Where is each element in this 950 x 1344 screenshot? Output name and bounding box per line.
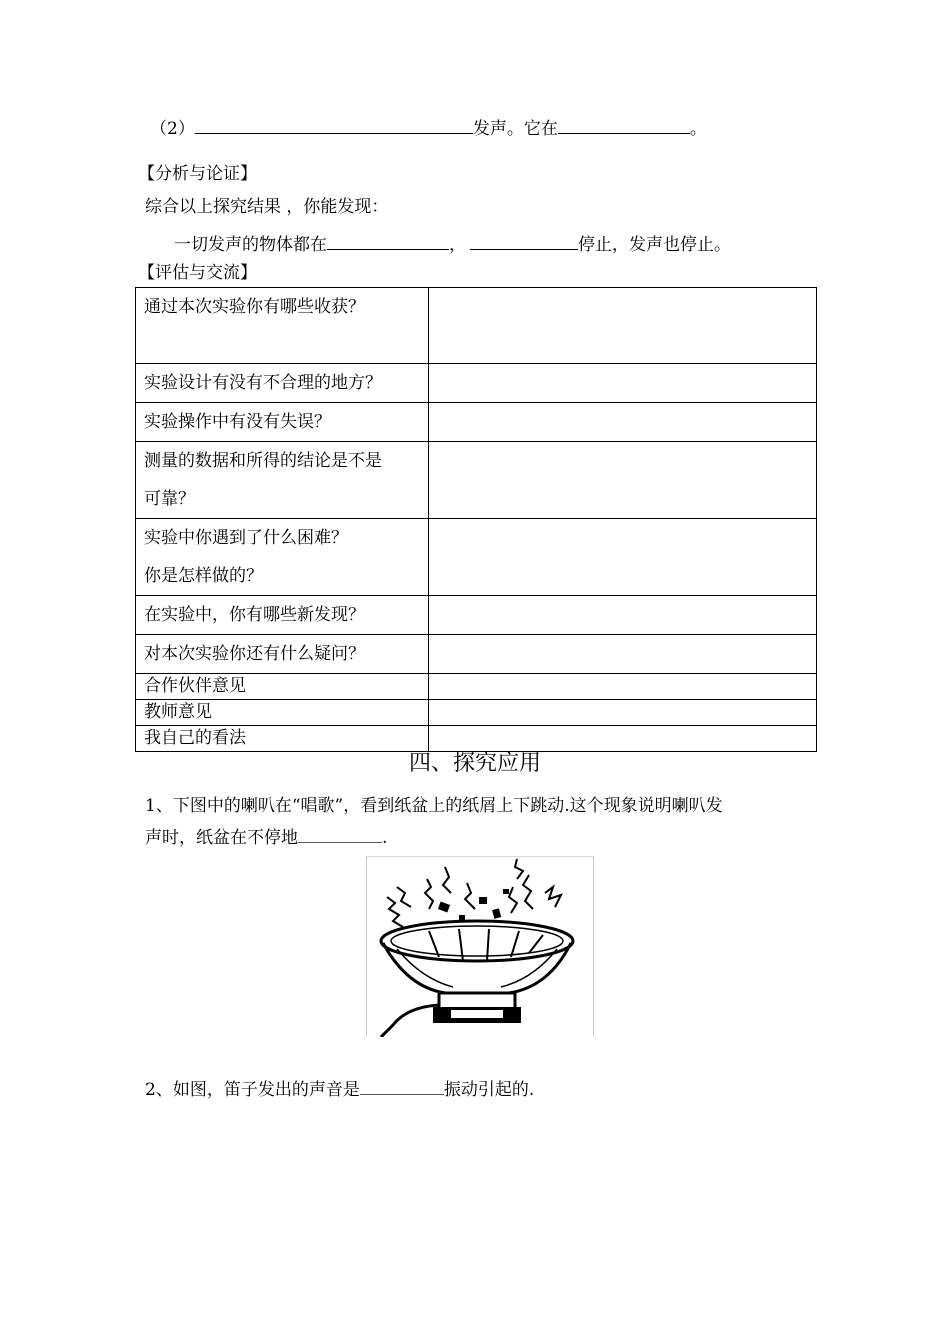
question-1-line-1: 1、下图中的喇叭在“唱歌”，看到纸盆上的纸屑上下跳动.这个现象说明喇叭发 bbox=[145, 796, 723, 816]
table-row bbox=[136, 288, 817, 364]
analysis-heading: 【分析与论证】 bbox=[138, 164, 257, 184]
answer-cell[interactable] bbox=[429, 635, 817, 674]
fill-line-2 bbox=[150, 117, 707, 140]
speaker-figure bbox=[366, 856, 594, 1037]
answer-cell[interactable] bbox=[429, 519, 817, 596]
table-row bbox=[136, 674, 817, 700]
line2-suffix: 。 bbox=[689, 119, 707, 139]
speaker-with-paper-scraps-icon bbox=[367, 857, 593, 1037]
q2-text-b: 振动引起的. bbox=[443, 1080, 535, 1100]
line2-middle: 发声。它在 bbox=[472, 119, 558, 139]
table-row bbox=[136, 700, 817, 726]
section-title: 四、探究应用 bbox=[408, 751, 541, 776]
q1-text-b: . bbox=[382, 828, 388, 848]
conclusion-text-b: ， bbox=[449, 235, 466, 255]
answer-cell[interactable] bbox=[429, 364, 817, 403]
conclusion-text-c: 停止，发声也停止。 bbox=[578, 235, 731, 255]
question-cell: 合作伙伴意见 bbox=[136, 674, 429, 700]
question-cell: 在实验中，你有哪些新发现？ bbox=[136, 596, 429, 635]
line2-prefix: （2） bbox=[150, 119, 195, 139]
answer-cell[interactable] bbox=[429, 700, 817, 726]
table-row bbox=[136, 596, 817, 635]
answer-blank[interactable] bbox=[327, 233, 449, 250]
evaluation-heading: 【评估与交流】 bbox=[138, 263, 257, 283]
answer-cell[interactable] bbox=[429, 674, 817, 700]
answer-blank[interactable] bbox=[360, 1078, 444, 1095]
answer-cell[interactable] bbox=[429, 726, 817, 752]
question-cell: 测量的数据和所得的结论是不是 可靠？ bbox=[136, 442, 429, 519]
answer-blank[interactable] bbox=[195, 117, 473, 134]
analysis-conclusion bbox=[174, 233, 731, 256]
table-row bbox=[136, 364, 817, 403]
q2-text-a: 2、如图，笛子发出的声音是 bbox=[145, 1080, 360, 1100]
table-row bbox=[136, 403, 817, 442]
answer-blank[interactable] bbox=[558, 117, 690, 134]
answer-cell[interactable] bbox=[429, 442, 817, 519]
answer-blank[interactable] bbox=[298, 826, 382, 843]
answer-cell[interactable] bbox=[429, 288, 817, 364]
question-cell: 通过本次实验你有哪些收获？ bbox=[136, 288, 429, 364]
table-row bbox=[136, 635, 817, 674]
question-cell: 我自己的看法 bbox=[136, 726, 429, 752]
question-cell: 实验设计有没有不合理的地方？ bbox=[136, 364, 429, 403]
question-cell: 实验操作中有没有失误？ bbox=[136, 403, 429, 442]
question-1-line-2 bbox=[145, 826, 387, 849]
answer-blank[interactable] bbox=[470, 233, 578, 250]
question-cell: 教师意见 bbox=[136, 700, 429, 726]
table-row bbox=[136, 726, 817, 752]
table-row bbox=[136, 519, 817, 596]
answer-cell[interactable] bbox=[429, 596, 817, 635]
answer-cell[interactable] bbox=[429, 403, 817, 442]
analysis-intro: 综合以上探究结果 ，你能发现： bbox=[145, 197, 389, 217]
table-row bbox=[136, 442, 817, 519]
q1-text-a: 声时，纸盆在不停地 bbox=[145, 828, 298, 848]
question-cell: 实验中你遇到了什么困难？ 你是怎样做的？ bbox=[136, 519, 429, 596]
conclusion-text-a: 一切发声的物体都在 bbox=[174, 235, 327, 255]
evaluation-table bbox=[135, 287, 817, 752]
question-2 bbox=[145, 1078, 534, 1101]
question-cell: 对本次实验你还有什么疑问？ bbox=[136, 635, 429, 674]
